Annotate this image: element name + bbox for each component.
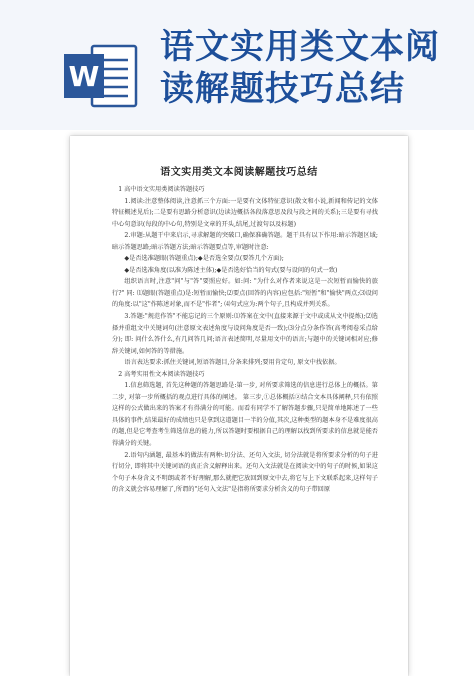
word-document-icon <box>62 40 140 112</box>
paragraph: 组织语言时,注意"问"与"答"要照应好。如:问: "为什么对作者来说这是一次短暂而愉快的旅行?" 同: ⑴题眼(答题重点)是:短暂而愉快;⑵要点(回答的内容)应包括:"短暂"和"愉快"两点;⑶设问的角度:以"这"作陈述对象,而不是"作者"; ⑷句式应为:两个句子,且构成并列关系。 <box>112 278 378 309</box>
paragraph: ◆是否选准题眼(答题重点);◆是否选全要点(要答几个方面); <box>124 255 284 263</box>
paragraph: 1 高中语文实用类阅读答题技巧 <box>118 186 205 193</box>
banner-title-line-1: 语文实用类文本阅 <box>160 27 440 67</box>
document-title: 语文实用类文本阅读解题技巧总结 <box>160 167 318 178</box>
document-page <box>70 136 408 676</box>
document-body <box>112 184 378 496</box>
paragraph: 1.阅读:注意整体阅读,注意抓三个方面:一是要有文体特征意识(散文和小说,新闻和传记的文体特征概述见后);二是要有思路分析意识(边读边概括各段落意思及段与段之间的关系);三是要有寻找中心句意识(每段的中心句,特别是文章的开头,结尾,过渡句以及标题) <box>112 197 378 228</box>
header-banner <box>0 0 474 130</box>
banner-title-line-2: 读解题技巧总结 <box>160 69 405 109</box>
paragraph: ◆是否选准角度(以准为陈述主体);◆是否选好恰当的句式(要与设问的句式一致) <box>124 266 338 274</box>
paragraph: 2 高考实用性文本阅读答题技巧 <box>118 370 205 378</box>
banner-title <box>160 26 460 110</box>
svg-text:W: W <box>68 60 100 93</box>
paragraph: 1.信息筛选题, 首先这种题的答题思路是:第一步, 对所要求筛选的信息进行总体上的概括。第二步, 对第一步所概括的观点进行具体的阐述。 第三步,①总体概括②结合文本具体阐释,只有依照这样的公式做出来的答案才有得满分的可能。而看有同学不了解答题步骤,只是简单地陈述了一些具体的事件,结果最好的成绩也只是拿到这道题目一半的分值,其次,这种类型的题本身不是难度很高的题,但是它考查考生筛选信息的能力,所以答题时要根据自己的理解以找到所要求的信息就是能否得满分的关键。 <box>112 382 378 448</box>
paragraph: 3.答题:"规范作答"不能忘记的三个原则:⑴答案在文中(直接来源于文中或成从文中提炼);⑵选择并重组文中关键词句(注意原文表述角度与设问角度是否一致);⑶分点分条作答(高考阅卷采点给分); 即: 问什么答什么,有几问答几问;语言表述简明,尽量用文中的语言;与题中的关键词相对应;修辞关键词,如何答的等措施。 <box>112 313 378 355</box>
paragraph: 2.审题:从题干中来启示,寻求解题的突破口,确保准确答题。题干具有以下作用:暗示答题区域;暗示答题思路;暗示答题方法;暗示答题要点等,审题时注意: <box>112 232 378 251</box>
paragraph: 语言表达要求:抓住关键词,短语答题目,分条来排列;要用肯定句, 原文中找依据。 <box>124 359 341 367</box>
paragraph: 2.语句内涵题, 最基本的做法有两种:切分法、还句入文法, 切分法就是将所要求分析的句子进行切分, 即将其中关键词语的真正含义解释出来。还句入文法就是在阅读文中的句子的时候,如果这个句子本身含义不明朗或者不好理解,那么就把它放回到原文中去,将它与上下文联系起来,这样句子的含义就会容易理解了,所谓的"还句入文法"是指将所要求分析含义的句子带回原 <box>112 451 378 494</box>
